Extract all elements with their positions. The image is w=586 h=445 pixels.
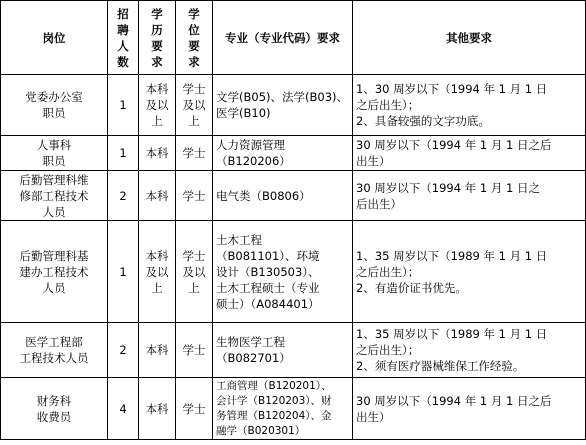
degree-cell-lines xyxy=(179,342,209,358)
other-cell-line: 之后出生）； xyxy=(356,98,420,112)
degree-cell xyxy=(176,136,213,171)
header-char: 数 xyxy=(117,54,129,69)
major-cell xyxy=(213,323,353,378)
header-char: 招 xyxy=(117,6,129,21)
major-cell-line: （B081101）、环境 xyxy=(216,248,320,263)
degree-cell-lines xyxy=(179,145,209,161)
position-cell xyxy=(1,75,108,136)
header-degree xyxy=(176,1,213,75)
education-cell xyxy=(139,221,176,323)
degree-cell-line: 学士 xyxy=(182,188,206,203)
position-cell-line: 医学工程部 xyxy=(25,335,83,349)
major-cell-lines xyxy=(216,188,349,204)
major-cell-lines xyxy=(216,232,349,312)
other-cell-lines xyxy=(356,326,582,374)
other-cell-lines xyxy=(356,81,582,129)
major-cell xyxy=(213,136,353,171)
table-row xyxy=(1,171,586,221)
other-cell-line: 30 周岁以下（1994 年 1 月 1 日之 xyxy=(356,180,540,195)
other-cell-line: 2、有造价证书优先。 xyxy=(356,280,467,295)
position-cell xyxy=(1,221,108,323)
degree-cell-line: 上 xyxy=(188,114,200,128)
position-cell-lines xyxy=(4,89,104,121)
position-cell-lines xyxy=(4,248,104,296)
education-cell-line: 本科 xyxy=(145,82,169,96)
other-cell-lines xyxy=(356,248,582,296)
header-education xyxy=(139,1,176,75)
other-cell-line: 1、35 周岁以下（1989 年 1 月 1 日 xyxy=(356,327,548,341)
header-char: 人 xyxy=(117,38,129,53)
degree-cell xyxy=(176,171,213,221)
degree-cell xyxy=(176,221,213,323)
header-char: 要 xyxy=(151,38,163,53)
position-cell-line: 党委办公室 xyxy=(25,90,83,104)
position-cell-line: 后勤管理科维 xyxy=(19,172,89,187)
education-cell-line: 本科 xyxy=(145,146,169,160)
major-cell-line: 硕士）（A084401） xyxy=(216,296,320,311)
degree-cell-line: 学士 xyxy=(182,401,206,416)
degree-cell-lines xyxy=(179,248,209,296)
other-cell xyxy=(353,323,586,378)
degree-cell-line: 学士 xyxy=(182,248,206,263)
other-cell-line: 30 周岁以下（1994 年 1 月 1 日之后 xyxy=(356,138,552,152)
header-row xyxy=(1,1,586,75)
education-cell xyxy=(139,171,176,221)
position-cell-line: 职员 xyxy=(42,106,66,120)
other-cell-line: 之后出生）； xyxy=(356,343,420,357)
header-char: 聘 xyxy=(117,22,129,37)
other-cell-line: 1、35 周岁以下（1989 年 1 月 1 日 xyxy=(356,248,548,263)
header-char: 求 xyxy=(188,54,200,69)
education-cell-lines xyxy=(142,401,172,417)
position-cell-lines xyxy=(4,172,104,220)
major-cell-lines xyxy=(216,334,349,366)
major-cell-line: 务管理（B120204）、金 xyxy=(216,409,332,422)
major-cell-line: 融学（B020301） xyxy=(216,424,306,437)
education-cell-line: 本科 xyxy=(145,401,169,416)
header-count-lines xyxy=(111,6,135,70)
header-char: 位 xyxy=(188,22,200,37)
education-cell-line: 及以 xyxy=(145,98,169,112)
position-cell-line: 后勤管理科基 xyxy=(19,248,89,263)
major-cell-line: （B082701） xyxy=(216,351,291,365)
degree-cell-lines xyxy=(179,81,209,129)
position-cell xyxy=(1,378,108,440)
position-cell-lines xyxy=(4,393,104,425)
degree-cell-lines xyxy=(179,401,209,417)
education-cell-line: 上 xyxy=(151,280,163,295)
major-cell-line: 人力资源管理 xyxy=(216,138,285,152)
header-char: 历 xyxy=(151,22,163,37)
header-major-text: 专业（专业代码）要求 xyxy=(225,30,340,45)
education-cell xyxy=(139,323,176,378)
header-education-lines xyxy=(142,6,172,70)
other-cell xyxy=(353,136,586,171)
major-cell-lines xyxy=(216,379,349,439)
other-cell-line: 出生） xyxy=(356,154,391,168)
count-cell: 4 xyxy=(108,378,139,440)
major-cell-line: （B120206） xyxy=(216,154,291,168)
major-cell-line: 会计学（B120203）、财 xyxy=(216,394,332,407)
education-cell-lines xyxy=(142,145,172,161)
table-row xyxy=(1,75,586,136)
table-row xyxy=(1,221,586,323)
header-char: 要 xyxy=(188,38,200,53)
position-cell-line: 人员 xyxy=(42,280,66,295)
education-cell-line: 上 xyxy=(151,114,163,128)
education-cell xyxy=(139,136,176,171)
other-cell-line: 出生） xyxy=(356,409,391,424)
major-cell-line: 电气类（B0806） xyxy=(216,188,311,203)
education-cell-lines xyxy=(142,342,172,358)
header-count xyxy=(108,1,139,75)
header-char: 学 xyxy=(151,6,163,21)
header-char: 求 xyxy=(151,54,163,69)
other-cell-line: 之后出生）； xyxy=(356,264,420,279)
other-cell xyxy=(353,221,586,323)
education-cell-lines xyxy=(142,188,172,204)
major-cell xyxy=(213,75,353,136)
degree-cell-line: 学士 xyxy=(182,146,206,160)
table-row xyxy=(1,323,586,378)
degree-cell xyxy=(176,378,213,440)
education-cell-line: 本科 xyxy=(145,343,169,357)
major-cell xyxy=(213,378,353,440)
position-cell-line: 建办工程技术 xyxy=(19,264,89,279)
header-degree-lines xyxy=(179,6,209,70)
count-cell: 2 xyxy=(108,323,139,378)
major-cell-line: 文学(B05)、法学(B03)、 xyxy=(216,90,348,104)
degree-cell-line: 学士 xyxy=(182,343,206,357)
education-cell xyxy=(139,378,176,440)
degree-cell xyxy=(176,323,213,378)
education-cell-line: 及以 xyxy=(145,264,169,279)
other-cell-line: 1、30 周岁以下（1994 年 1 月 1 日 xyxy=(356,82,548,96)
table-row xyxy=(1,136,586,171)
position-cell xyxy=(1,323,108,378)
degree-cell-line: 上 xyxy=(188,280,200,295)
other-cell-lines xyxy=(356,180,582,212)
other-cell xyxy=(353,378,586,440)
major-cell-line: 工商管理（B120201）、 xyxy=(216,379,332,392)
position-cell-line: 人事科 xyxy=(36,138,72,152)
degree-cell xyxy=(176,75,213,136)
position-cell xyxy=(1,136,108,171)
education-cell xyxy=(139,75,176,136)
major-cell-line: 土木工程 xyxy=(216,232,262,247)
other-cell xyxy=(353,75,586,136)
header-char: 学 xyxy=(188,6,200,21)
position-cell-lines xyxy=(4,137,104,169)
position-cell-line: 职员 xyxy=(42,154,66,168)
position-cell-line: 修部工程技术 xyxy=(19,188,89,203)
education-cell-line: 本科 xyxy=(145,188,169,203)
header-major xyxy=(213,1,353,75)
degree-cell-line: 及以 xyxy=(182,264,206,279)
position-cell-line: 财务科 xyxy=(36,393,72,408)
education-cell-line: 本科 xyxy=(145,248,169,263)
education-cell-lines xyxy=(142,248,172,296)
major-cell xyxy=(213,221,353,323)
count-cell: 2 xyxy=(108,171,139,221)
other-cell-line: 后出生） xyxy=(356,196,402,211)
count-cell: 1 xyxy=(108,75,139,136)
other-cell-line: 2、须有医疗器械维保工作经验。 xyxy=(356,359,525,373)
other-cell-line: 2、具备较强的文字功底。 xyxy=(356,114,490,128)
education-cell-lines xyxy=(142,81,172,129)
other-cell xyxy=(353,171,586,221)
degree-cell-line: 学士 xyxy=(182,82,206,96)
major-cell xyxy=(213,171,353,221)
degree-cell-lines xyxy=(179,188,209,204)
position-cell xyxy=(1,171,108,221)
header-position: 岗位 xyxy=(1,1,108,75)
major-cell-line: 土木工程硕士（专业 xyxy=(216,280,320,295)
other-cell-line: 30 周岁以下（1994 年 1 月 1 日之后 xyxy=(356,393,552,408)
other-cell-lines xyxy=(356,393,582,425)
major-cell-line: 设计（B130503）、 xyxy=(216,264,320,279)
count-cell: 1 xyxy=(108,136,139,171)
major-cell-lines xyxy=(216,137,349,169)
header-other: 其他要求 xyxy=(353,1,586,75)
major-cell-lines xyxy=(216,89,349,121)
count-cell: 1 xyxy=(108,221,139,323)
table-row xyxy=(1,378,586,440)
major-cell-line: 医学(B10) xyxy=(216,106,271,120)
major-cell-line: 生物医学工程 xyxy=(216,335,285,349)
position-cell-line: 人员 xyxy=(42,204,66,219)
other-cell-lines xyxy=(356,137,582,169)
position-cell-line: 收费员 xyxy=(36,409,72,424)
degree-cell-line: 及以 xyxy=(182,98,206,112)
position-cell-lines xyxy=(4,334,104,366)
position-cell-line: 工程技术人员 xyxy=(19,351,89,365)
